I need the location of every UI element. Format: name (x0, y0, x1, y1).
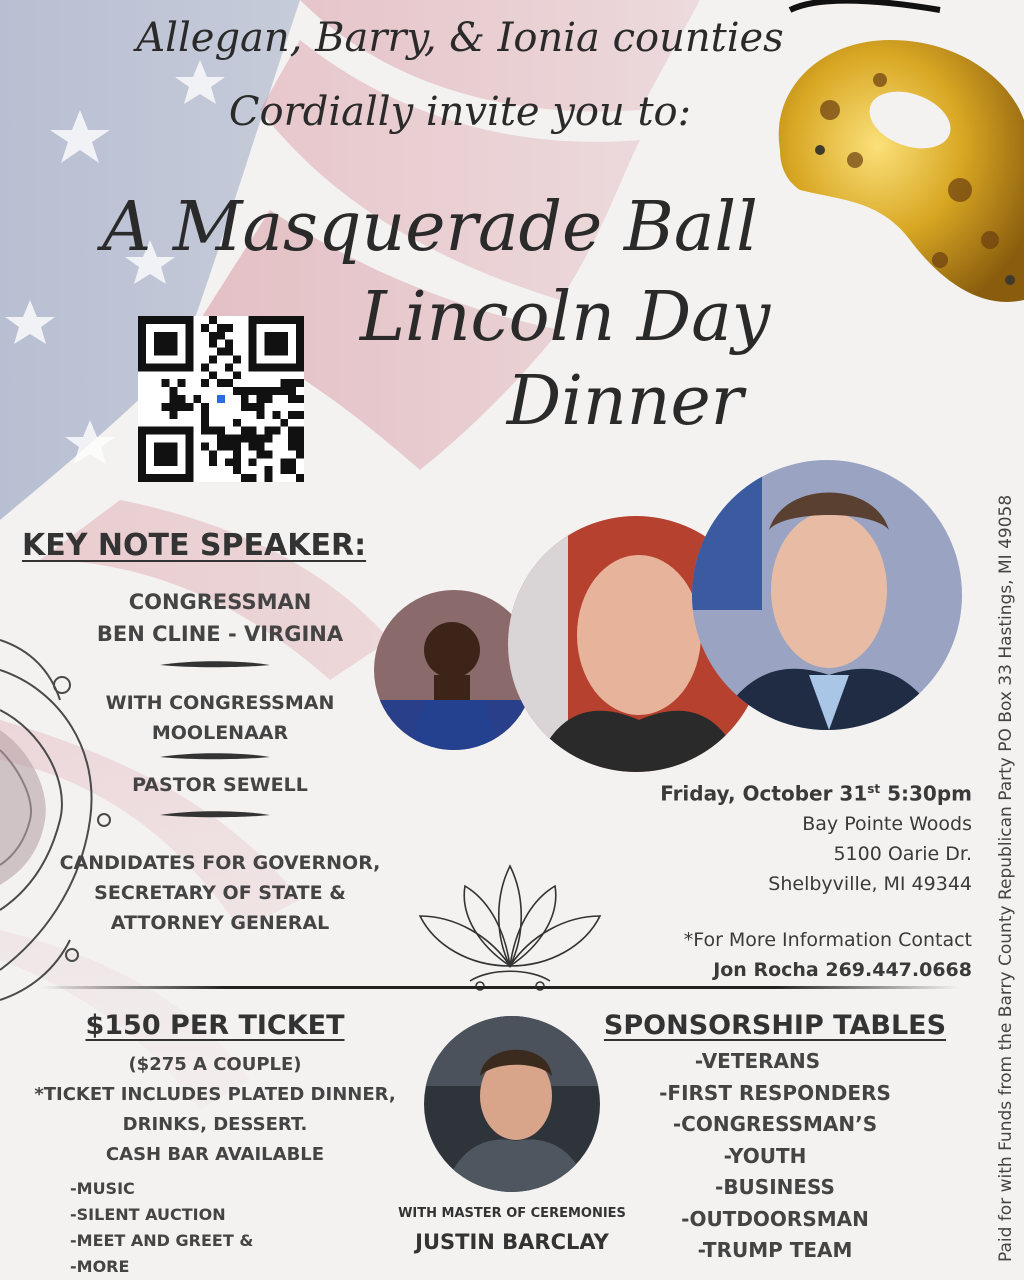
floral-ornament-left (0, 610, 130, 1030)
section-divider (40, 986, 960, 989)
sponsorship-item: -VETERANS (694, 1049, 821, 1073)
sponsorship-item: -BUSINESS (715, 1175, 835, 1199)
header-invite: Cordially invite you to: (228, 89, 692, 135)
speaker-photo-cline (692, 460, 962, 730)
sponsorship-item: -YOUTH (723, 1143, 807, 1168)
qr-code[interactable] (138, 316, 304, 482)
pastor-sewell: PASTOR SEWELL (132, 774, 308, 796)
keynote-heading: KEY NOTE SPEAKER: (22, 528, 367, 563)
sponsorship-item: -OUTDOORSMAN (681, 1206, 869, 1231)
with-line2: MOOLENAAR (151, 722, 289, 744)
ticket-extra-item: -MEET AND GREET & (70, 1231, 254, 1250)
ticket-extras (70, 1176, 350, 1280)
event-date: Friday, October 31 (660, 781, 868, 806)
event-title-line2-wrap (330, 276, 800, 444)
venue-name: Bay Pointe Woods (802, 812, 972, 835)
lotus-ornament (410, 856, 610, 996)
candidates-line2: SECRETARY OF STATE & (94, 882, 346, 904)
event-title-line1: A Masquerade Ball (102, 188, 758, 267)
event-title (80, 186, 780, 270)
with-congressman (30, 688, 410, 748)
ticket-couple: ($275 A COUPLE) (128, 1054, 302, 1075)
event-date-suffix: st (867, 782, 881, 796)
keynote-speaker-line1: CONGRESSMAN (128, 590, 312, 614)
candidates-line1: CANDIDATES FOR GOVERNOR, (59, 852, 381, 874)
sponsorship-item: -FIRST RESPONDERS (659, 1080, 891, 1105)
event-date-time (552, 774, 972, 809)
ticket-extra-item: -MUSIC (70, 1179, 135, 1198)
ticket-includes-line1: *TICKET INCLUDES PLATED DINNER, (34, 1084, 396, 1105)
sponsorship-list (580, 1046, 970, 1267)
sponsorship-item: -CONGRESSMAN’S (672, 1112, 878, 1136)
mc-photo (424, 1016, 600, 1192)
contact-label: *For More Information Contact (683, 928, 972, 951)
speaker-photo-sewell (374, 590, 534, 760)
venue-city: Shelbyville, MI 49344 (768, 872, 972, 895)
sponsorship-heading: SPONSORSHIP TABLES (603, 1010, 947, 1041)
divider-swash (160, 752, 270, 762)
event-details (552, 774, 972, 985)
ticket-info (20, 1050, 410, 1170)
ticket-cash-bar: CASH BAR AVAILABLE (105, 1144, 325, 1165)
sponsorship-item: -TRUMP TEAM (697, 1238, 853, 1262)
event-time: 5:30pm (880, 781, 972, 806)
mc-name: JUSTIN BARCLAY (415, 1230, 609, 1254)
ticket-extra-item: -SILENT AUCTION (70, 1205, 226, 1224)
keynote-speaker (30, 586, 410, 650)
ticket-heading: $150 PER TICKET (85, 1010, 345, 1041)
speaker-photos (374, 460, 974, 772)
ticket-includes-line2: DRINKS, DESSERT. (122, 1114, 308, 1135)
header-counties: Allegan, Barry, & Ionia counties (136, 15, 784, 61)
event-title-line2: Lincoln Day (359, 278, 771, 357)
candidates-line3: ATTORNEY GENERAL (110, 912, 330, 934)
mc-label: WITH MASTER OF CEREMONIES (398, 1206, 626, 1221)
paid-for-disclaimer: Paid for with Funds from the Barry County Republican Party PO Box 33 Hastings, MI 49058 (996, 494, 1016, 1262)
contact-info: Jon Rocha 269.447.0668 (713, 958, 972, 981)
keynote-speaker-line2: BEN CLINE - VIRGINA (96, 622, 344, 646)
ticket-extra-item: -MORE (70, 1257, 130, 1276)
candidates (30, 848, 410, 938)
venue-address: 5100 Oarie Dr. (833, 842, 972, 865)
divider-swash (160, 810, 270, 820)
with-line1: WITH CONGRESSMAN (105, 692, 335, 714)
invite-header (90, 14, 830, 136)
divider-swash (160, 660, 270, 670)
event-title-line3: Dinner (506, 362, 744, 441)
